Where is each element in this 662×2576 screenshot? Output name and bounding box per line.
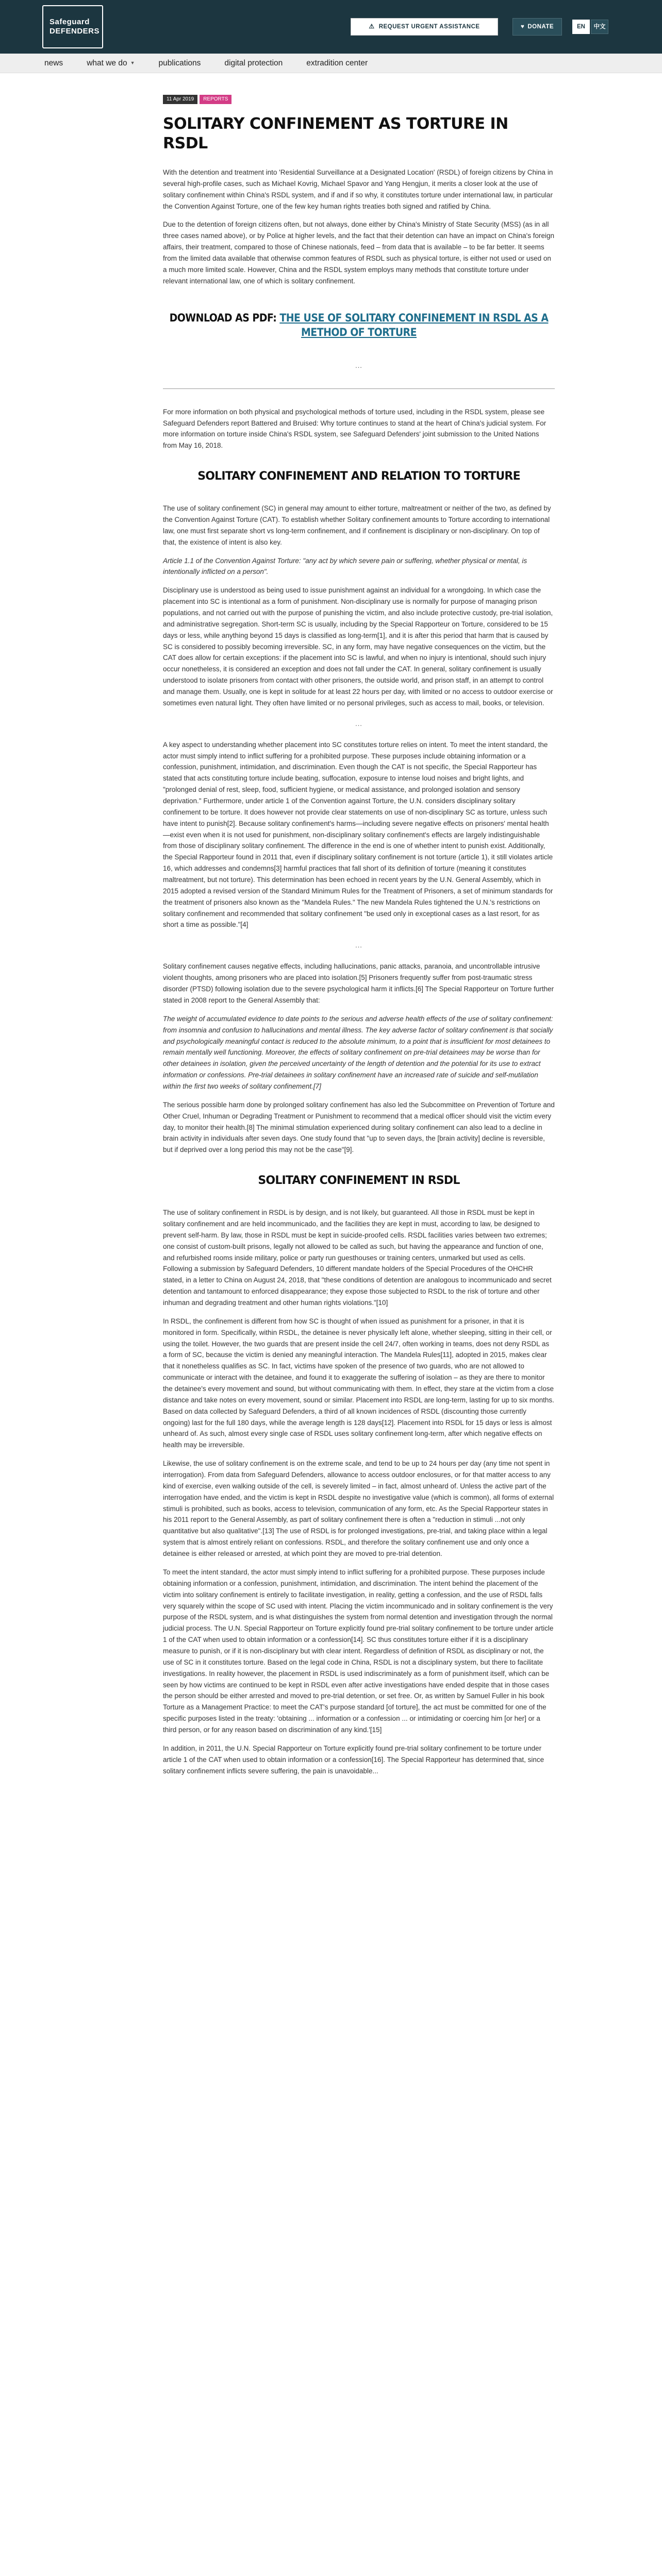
- section-2-paragraph-4: To meet the intent standard, the actor must simply intend to inflict suffering for a prohibited purpose. These purposes include obtaining information or a confession, punishment, intimidation, and discrimination. The intent behind the placement of the victim into solitary confinement is entirely to facilitate investigation, in reality, getting a confession, and the use of RSDL falls very squarely within the scope of SC used with intent. Placing the victim incommunicado and in solitary confinement is the very purpose of the RSDL system, and is what distinguishes the system from normal detention and investigation through the normal judicial process. The U.N. Special Rapporteur on Torture explicitly found pre-trial solitary confinement to be torture under article 1 of the CAT when used to obtain information or a confession[14]. SC thus constitutes torture either if it is a disciplinary measure to punish, or if it is non-disciplinary but with clear intent. Regardless of definition of RSDL as disciplinary or not, the use of SC in it constitutes torture. Based on the legal code in China, RSDL is not a disciplinary system, but there to facilitate investigations. In reality however, the placement in RSDL is used indiscriminately as a form of punishment itself, which can be seen by how victims are continued to be kept in RSDL even after active investigations have ended despite that in those cases the person should be either arrested and moved to pre-trial detention, or set free. Or, as written by Samuel Fuller in his book Torture as a Management Practice: to meet the CAT's purpose standard [of torture], the act must be committed for one of the specific purposes listed in the treaty: 'obtaining ... information or a confession ... or intimidating or coercing him [or her] or a third person, or for any reason based on discrimination of any kind.'[15]: [163, 1568, 554, 1734]
- nav-label: publications: [158, 58, 201, 67]
- nav-item-digital-protection[interactable]: [224, 57, 283, 70]
- nav-item-publications[interactable]: [159, 57, 201, 70]
- download-prefix: DOWNLOAD AS PDF:: [169, 311, 280, 324]
- nav-item-what-we-do[interactable]: [87, 57, 135, 70]
- more-info-paragraph: For more information on both physical and psychological methods of torture used, including in the RSDL system, please see Safeguard Defenders report Battered and Bruised: Why torture continues to stand at the heart of China's judicial system. For more information on torture inside China's RSDL system, see Safeguard Defenders' joint submission to the United Nations from May 16, 2018.: [163, 408, 547, 450]
- section-1-paragraph-4: A key aspect to understanding whether placement into SC constitutes torture relies on intent. To meet the intent standard, the actor must simply intend to inflict suffering for a prohibited purpose. These purposes include obtaining information or a confession, punishment, intimidation, and discrimination. Even though the CAT is not specific, the Special Rapporteur has stated that acts constituting torture include beating, suffocation, exposure to intense loud noises and bright lights, and "prolonged denial of rest, sleep, food, sufficient hygiene, or medical assistance, and prolonged isolation and sensory deprivation." Furthermore, under article 1 of the Convention against Torture, the U.N. considers disciplinary solitary confinement to be torture. It does however not provide clear statements on use of non-disciplinary SC as torture, unless such have intent to punish[2]. Because solitary confinement's harms—including severe negative effects on prisoners' mental health—exist even when it is not used for punishment, non-disciplinary solitary confinement's effects are largely indistinguishable from those of disciplinary solitary confinement. The difference in the end is one of whether intent to punish exist. Additionally, the Special Rapporteur found in 2011 that, even if disciplinary solitary confinement is not torture (article 1), it still violates article 16, which addresses and condemns[3] harmful practices that fall short of its definition of torture (meaning it constitutes maltreatment, but not torture). This determination has been echoed in recent years by the U.N. General Assembly, which in 2015 adopted a revised version of the Standard Minimum Rules for the Treatment of Prisoners, a set of minimum standards for the treatment of prisoners also known as the "Mandela Rules." The new Mandela Rules tightened the U.N.'s restrictions on solitary confinement and recommended that solitary confinement "be used only in exceptional cases as a last resort, for as short a time as possible."[4]: [163, 740, 553, 929]
- alert-icon: ⚠: [369, 23, 375, 30]
- intro-paragraph-1: With the detention and treatment into 'Residential Surveillance at a Designated Location' (RSDL) of foreign citizens by China in several high-profile cases, such as Michael Kovrig, Michael Spavor and Yang Hengjun, it merits a closer look at the use of solitary confinement within China's RSDL system, and if and if so why, it constitutes torture under international law, in particular the Convention Against Torture, one of the few key human rights treaties both signed and ratified by China.: [163, 168, 553, 210]
- section-1-paragraph-2: Article 1.1 of the Convention Against Torture: "any act by which severe pain or suffering, whether physical or mental, is intentionally inflicted on a person".: [163, 556, 527, 576]
- nav-label: news: [44, 58, 63, 67]
- section-1-blockquote: The weight of accumulated evidence to date points to the serious and adverse health effects of the use of solitary confinement: from insomnia and confusion to hallucinations and mental illness. The key adverse factor of solitary confinement is that socially and psychologically meaningful contact is reduced to the absolute minimum, to a point that is insufficient for most detainees to remain mentally well functioning. Moreover, the effects of solitary confinement on pre-trial detainees may be worse than for other detainees in isolation, given the perceived uncertainty of the length of detention and the potential for its use to extract information or confessions. Pre-trial detainees in solitary confinement have an increased rate of suicide and self-mutilation within the first two weeks of solitary confinement.[7]: [163, 1014, 553, 1090]
- heart-icon: ♥: [520, 23, 525, 30]
- section-heading-relation-to-torture: SOLITARY CONFINEMENT AND RELATION TO TORTURE: [197, 470, 520, 483]
- language-zh-button[interactable]: 中文: [591, 20, 608, 34]
- divider: [163, 388, 555, 389]
- nav-label: what we do: [87, 58, 127, 67]
- nav-label: digital protection: [224, 58, 283, 67]
- article-title: SOLITARY CONFINEMENT AS TORTURE IN RSDL: [163, 115, 508, 152]
- main-nav: [0, 54, 662, 73]
- section-2-paragraph-3: Likewise, the use of solitary confinement is on the extreme scale, and tend to be up to 24 hours per day (any time not spent in interrogation). From data from Safeguard Defenders, allowance to access outdoor enclosures, or for that matter access to any kind of exercise, even walking outside of the cell, is severely limited – in fact, almost unheard of. Unless the active part of the interrogation have ended, and the victim is kept in RSDL despite no investigative value (which is common), all forms of external stimuli is prohibited, such as books, access to television, communication of any form, etc. As the Special Rapporteur states in his 2011 report to the General Assembly, as part of solitary confinement there is often a "reduction in stimuli ...not only quantitative but also qualitative".[13] The use of RSDL is for prolonged investigations, pre-trial, and taking place within a legal system that is almost entirely reliant on confessions. RSDL, and therefore the solitary confinement use and only once a detainee is either released or arrested, at which point they are moved to pre-trial detention.: [163, 1460, 554, 1558]
- category-tag[interactable]: REPORTS: [200, 95, 231, 104]
- nav-label: extradition center: [306, 58, 368, 67]
- separator-ellipsis: ...: [355, 719, 362, 727]
- article-meta: [163, 95, 555, 104]
- donate-button[interactable]: [512, 18, 562, 36]
- section-2-paragraph-2: In RSDL, the confinement is different from how SC is thought of when issued as punishment for a prisoner, in that it is monitored in form. Specifically, within RSDL, the detainee is never physically left alone, whether sleeping, sitting in their cell, or using the toilet. However, the two guards that are present inside the cell 24/7, often working in teams, does not deny RSDL as a form of SC, because the victim is denied any meaningful interaction. The Mandela Rules[11], adopted in 2015, makes clear that it nonetheless qualifies as SC. In fact, victims have spoken of the presence of two guards, who are not allowed to communicate or interact with the detainee, and found it to exaggerate the suffering of isolation – as they are there to monitor the detainee's every movement and sound, but without communicating with them. In effect, they stare at the victim from a close distance and take notes on every movement, sound or similar. Placement into RSDL are long-term, lasting for up to six months. Based on data collected by Safeguard Defenders, a third of all known incidences of RSDL (discounting those currently ongoing) last for the full 180 days, while the average length is 128 days[12]. Placement into RSDL for 15 days or less is almost unheard of. As such, almost every single case of RSDL uses solitary confinement long-term, after which negative effects on health may be irreversible.: [163, 1317, 554, 1449]
- section-1-paragraph-3: Disciplinary use is understood as being used to issue punishment against an individual for a wrongdoing. In which case the placement into SC is intentional as a form of punishment. Non-disciplinary use is normally for purpose of managing prison populations, and not carried out with the purpose of punishing the victim, and also include protective custody, pre-trial isolation, and administrative segregation. Short-term SC is usually, including by the Special Rapporteur on Torture, considered to be 15 days or less, while anything beyond 15 days is classified as long-term[1], and it is after this period that harm that is caused by SC is considered to possibly becoming irreversible. SC, in any form, may have negative consequences on the victim, but the CAT does allow for certain exceptions: if the placement into SC is lawful, and when no injury is intentional, should such injury occur nonetheless, it is considered an exception and does not fall under the CAT. In general, solitary confinement is usually understood to isolate prisoners from contact with other prisoners, the outside world, and prison staff, in an attempt to control and manage them. Usually, one is kept in solitude for at least 22 hours per day, with limited or no access to outdoor exercise or sometimes even natural light. They often have limited or no personal privileges, such as access to mail, books, or television.: [163, 586, 553, 707]
- logo-line-1: Safeguard: [49, 18, 90, 26]
- request-urgent-assistance-button[interactable]: [351, 18, 498, 36]
- site-header: [0, 0, 662, 54]
- download-pdf-link[interactable]: THE USE OF SOLITARY CONFINEMENT IN RSDL AS A METHOD OF TORTURE: [279, 311, 549, 338]
- section-2-paragraph-1: The use of solitary confinement in RSDL is by design, and is not likely, but guaranteed. All those in RSDL must be kept in solitary confinement and are held incommunicado, and the facilities they are kept in must, according to law, be designed to prevent self-harm. By law, those in RSDL must be kept in suicide-proofed cells. RSDL facilities varies between two extremes; one consist of custom-built prisons, legally not allowed to be called as such, but having the appearance and function of one, and refurbished rooms inside military, police or party run guesthouses or training centers, unmarked but used as cells. Following a submission by Safeguard Defenders, 10 different mandate holders of the Special Procedures of the OHCHR stated, in a letter to China on August 24, 2018, that "these conditions of detention are analogous to incommunicado and secret detention and tantamount to enforced disappearance; they expose those subjected to RSDL to the risk of torture and other inhuman and degrading treatment and other human rights violations."[10]: [163, 1209, 552, 1307]
- section-2-paragraph-5: In addition, in 2011, the U.N. Special Rapporteur on Torture explicitly found pre-trial solitary confinement to be torture under article 1 of the CAT when used to obtain information or a confession[16]. The Special Rapporteur has determined that, since solitary confinement inflicts severe suffering, the pain is unavoidable...: [163, 1744, 544, 1775]
- section-1-paragraph-6: The serious possible harm done by prolonged solitary confinement has also led the Subcommittee on Prevention of Torture and Other Cruel, Inhuman or Degrading Treatment or Punishment to recommend that a medical officer should visit the victim every day, to monitor their health.[8] The minimal stimulation experienced during solitary confinement can also lead to a decline in brain activity in individuals after seven days. One study found that "up to seven days, the [brain activity] decline is reversible, but if deprived over a long period this may not be the case"[9].: [163, 1100, 555, 1154]
- separator-ellipsis: ...: [355, 941, 362, 950]
- nav-item-extradition-center[interactable]: [306, 57, 368, 70]
- section-1-paragraph-1: The use of solitary confinement (SC) in general may amount to either torture, maltreatment or neither of the two, as defined by the Convention Against Torture (CAT). To establish whether Solitary confinement amounts to Torture according to international law, one must first separate short vs long-term confinement, and if confinement is disciplinary or non-disciplinary. On top of that, the existence of intent is also key.: [163, 504, 551, 546]
- language-en-button[interactable]: EN: [572, 20, 590, 34]
- publish-date: 11 Apr 2019: [163, 95, 197, 104]
- logo-text: [43, 18, 100, 36]
- donate-label: DONATE: [527, 23, 554, 30]
- chevron-down-icon: ▼: [130, 60, 135, 66]
- nav-item-news[interactable]: [44, 57, 63, 70]
- download-pdf-block: [163, 311, 555, 340]
- section-heading-in-rsdl: SOLITARY CONFINEMENT IN RSDL: [258, 1174, 460, 1188]
- separator-ellipsis: ...: [355, 361, 362, 369]
- article: [163, 73, 555, 1776]
- logo-line-2: DEFENDERS: [49, 27, 100, 36]
- section-1-paragraph-5: Solitary confinement causes negative effects, including hallucinations, panic attacks, paranoia, and uncontrollable intrusive violent thoughts, among prisoners who are placed into isolation.[5] Prisoners frequently suffer from post-traumatic stress disorder (PTSD) following isolation due to the severe psychological harm it inflicts.[6] The Special Rapporteur on Torture further stated in 2008 report to the General Assembly that:: [163, 962, 554, 1004]
- urgent-label: REQUEST URGENT ASSISTANCE: [378, 23, 480, 30]
- site-logo[interactable]: [42, 5, 103, 48]
- intro-paragraph-2: Due to the detention of foreign citizens often, but not always, done either by China's Ministry of State Security (MSS) (as in all three cases named above), or by Police at higher levels, and the fact that their detention can have an impact on China's foreign affairs, their treatment, compared to those of Chinese nationals, feed – from data that is available – to be far better. It seems from the limited data available that otherwise common features of RSDL such as physical torture, is either not used or used on a much more limited scale. However, China and the RSDL system employs many methods that constitute torture under relevant international law, one of which is solitary confinement.: [163, 221, 555, 285]
